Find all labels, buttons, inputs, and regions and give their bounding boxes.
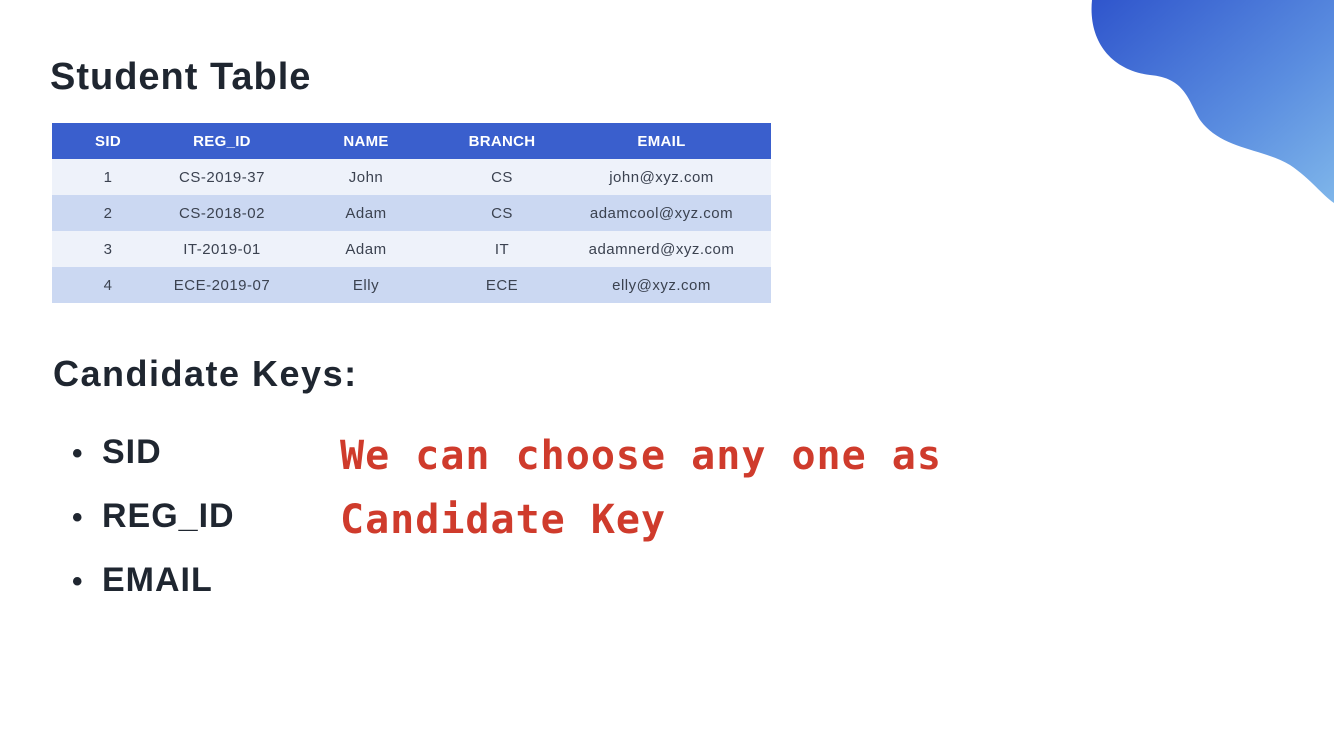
key-label: EMAIL [102, 561, 213, 599]
cell-branch: CS [452, 159, 552, 195]
cell-sid: 1 [52, 159, 164, 195]
column-header-branch: BRANCH [452, 123, 552, 159]
cell-email: adamcool@xyz.com [552, 195, 771, 231]
column-header-email: EMAIL [552, 123, 771, 159]
cell-name: John [280, 159, 452, 195]
table-row [52, 231, 771, 267]
cell-email: john@xyz.com [552, 159, 771, 195]
candidate-keys-list [72, 425, 235, 617]
table-row [52, 195, 771, 231]
bullet-icon: • [72, 501, 84, 534]
cell-reg-id: CS-2018-02 [164, 195, 280, 231]
annotation-note [340, 424, 942, 552]
candidate-keys-heading: Candidate Keys: [53, 353, 358, 394]
key-label: SID [102, 433, 162, 471]
bullet-icon: • [72, 437, 84, 470]
student-table [52, 123, 771, 303]
annotation-line-2: Candidate Key [340, 497, 667, 543]
table-header-row [52, 123, 771, 159]
table-row [52, 159, 771, 195]
column-header-reg-id: REG_ID [164, 123, 280, 159]
cell-reg-id: IT-2019-01 [164, 231, 280, 267]
key-label: REG_ID [102, 497, 235, 535]
cell-sid: 2 [52, 195, 164, 231]
bullet-icon: • [72, 565, 84, 598]
column-header-sid: SID [52, 123, 164, 159]
cell-name: Adam [280, 231, 452, 267]
cell-email: adamnerd@xyz.com [552, 231, 771, 267]
list-item [72, 489, 235, 553]
cell-sid: 3 [52, 231, 164, 267]
cell-name: Adam [280, 195, 452, 231]
cell-branch: ECE [452, 267, 552, 303]
column-header-name: NAME [280, 123, 452, 159]
cell-reg-id: CS-2019-37 [164, 159, 280, 195]
cell-branch: CS [452, 195, 552, 231]
page-title: Student Table [50, 56, 312, 98]
cell-email: elly@xyz.com [552, 267, 771, 303]
list-item [72, 553, 235, 617]
cell-name: Elly [280, 267, 452, 303]
list-item [72, 425, 235, 489]
cell-reg-id: ECE-2019-07 [164, 267, 280, 303]
cell-branch: IT [452, 231, 552, 267]
table-row [52, 267, 771, 303]
annotation-line-1: We can choose any one as [340, 433, 942, 479]
cell-sid: 4 [52, 267, 164, 303]
